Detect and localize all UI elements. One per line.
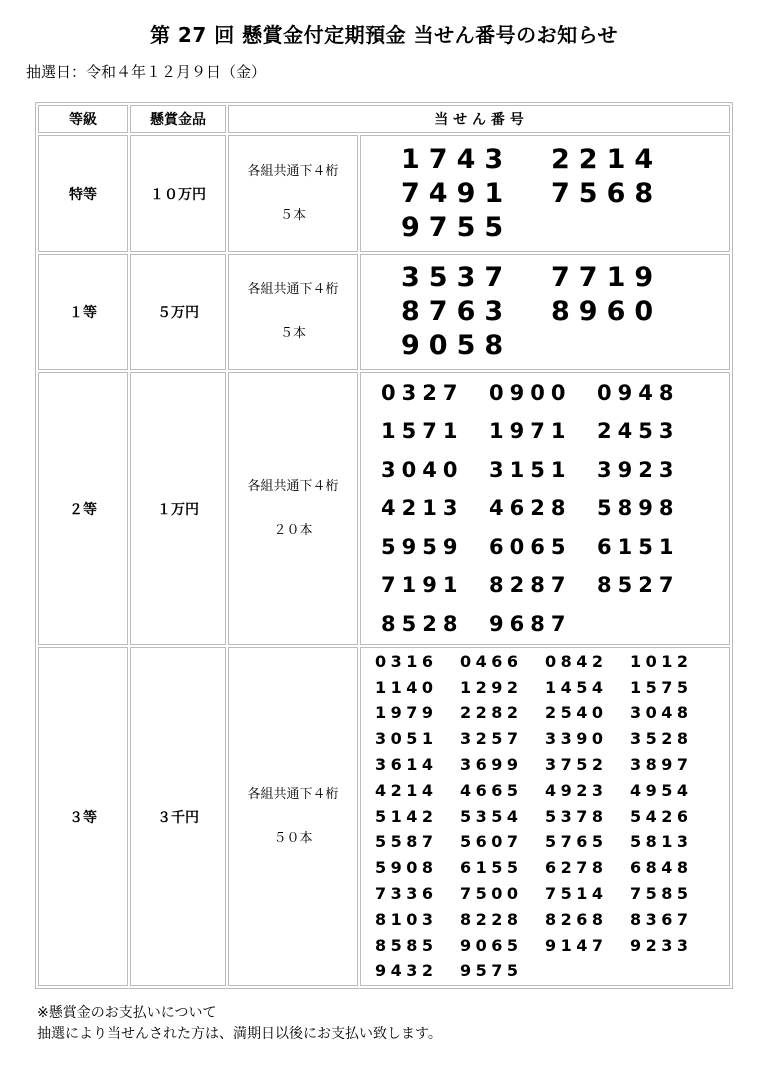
winning-number: 6151 [597, 534, 680, 559]
winning-number: 3151 [489, 457, 572, 482]
winning-number: 6155 [460, 858, 523, 878]
winning-number: 5378 [545, 806, 608, 826]
winning-number: 5587 [375, 832, 438, 852]
table-row [38, 254, 730, 370]
page-title: 第 27 回 懸賞金付定期預金 当せん番号のお知らせ [149, 23, 619, 47]
winning-number: 7191 [381, 573, 464, 598]
winning-number: 8228 [460, 909, 523, 929]
winning-numbers-table [35, 102, 733, 989]
count-text: ５本 [279, 326, 306, 341]
winning-number: 7336 [375, 883, 438, 903]
winning-number: 6278 [545, 858, 608, 878]
winning-number: 8367 [630, 909, 693, 929]
winning-number: 7585 [630, 883, 693, 903]
winning-number: 8528 [381, 611, 464, 636]
numbers-cell [360, 254, 730, 370]
winning-number: 1743 [401, 143, 513, 175]
winning-number: 9687 [489, 611, 572, 636]
winning-number: 3528 [630, 729, 693, 749]
winning-number: 9065 [460, 935, 523, 955]
table-header-row [38, 105, 730, 133]
winning-number: 6848 [630, 858, 693, 878]
winning-number: 5898 [597, 496, 680, 521]
count-text: ５本 [279, 207, 306, 223]
winning-number: 0948 [597, 380, 680, 405]
winning-number: 8960 [551, 296, 663, 327]
winning-number: 4665 [460, 780, 523, 800]
table-row [38, 647, 730, 986]
winning-number: 1571 [381, 419, 464, 444]
condition-text: 各組共通下４桁 [247, 478, 339, 494]
winning-number: 9755 [401, 211, 513, 243]
numbers-cell [360, 372, 730, 645]
winning-number: 5765 [545, 832, 608, 852]
numbers-cell [360, 135, 730, 252]
winning-number: 5607 [460, 832, 523, 852]
winning-number: 7500 [460, 883, 523, 903]
winning-number: 9058 [401, 330, 513, 361]
count-text: ２０本 [273, 522, 313, 538]
winning-number: 0842 [545, 651, 608, 671]
winning-number: 6065 [489, 534, 572, 559]
winning-number: 4954 [630, 780, 693, 800]
winning-number: 0900 [489, 380, 572, 405]
winning-number: 7491 [401, 177, 513, 209]
grade-cell: 特等 [38, 135, 128, 252]
winning-number: 3257 [460, 729, 523, 749]
condition-cell [228, 254, 358, 370]
winning-number: 3537 [401, 262, 513, 293]
winning-number: 7568 [551, 177, 663, 209]
grade-cell: １等 [38, 254, 128, 370]
winning-number: 9575 [460, 961, 523, 981]
note-text: 抽選により当せんされた方は、満期日以後にお支払い致します。 [37, 1026, 442, 1042]
winning-number: 8287 [489, 573, 572, 598]
winning-number: 9233 [630, 935, 693, 955]
prize-cell: ３千円 [130, 647, 226, 986]
prize-cell: ５万円 [130, 254, 226, 370]
winning-number: 2282 [460, 703, 523, 723]
numbers-cell [360, 647, 730, 986]
winning-number: 5908 [375, 858, 438, 878]
winning-number: 8585 [375, 935, 438, 955]
winning-number: 8268 [545, 909, 608, 929]
winning-number: 9432 [375, 961, 438, 981]
count-text: ５０本 [273, 830, 313, 846]
winning-number: 7719 [551, 262, 663, 293]
winning-number: 4628 [489, 496, 572, 521]
winning-number: 8527 [597, 573, 680, 598]
condition-cell [228, 372, 358, 645]
winning-number: 4214 [375, 780, 438, 800]
winning-number: 1292 [460, 677, 523, 697]
condition-text: 各組共通下４桁 [247, 163, 339, 179]
header-grade: 等級 [38, 105, 128, 133]
table-row [38, 372, 730, 645]
grade-cell: ３等 [38, 647, 128, 986]
winning-number: 1140 [375, 677, 438, 697]
winning-number: 5426 [630, 806, 693, 826]
winning-number: 8103 [375, 909, 438, 929]
header-numbers: 当 せ ん 番 号 [228, 105, 730, 133]
winning-number: 5813 [630, 832, 693, 852]
draw-date: 抽選日：令和４年１２月９日（金） [26, 63, 267, 81]
winning-number: 3048 [630, 703, 693, 723]
prize-cell: １０万円 [130, 135, 226, 252]
grade-cell: ２等 [38, 372, 128, 645]
winning-number: 1979 [375, 703, 438, 723]
winning-number: 3390 [545, 729, 608, 749]
prize-cell: １万円 [130, 372, 226, 645]
winning-number: 1012 [630, 651, 693, 671]
winning-number: 3614 [375, 755, 438, 774]
winning-number: 4213 [381, 496, 464, 521]
winning-number: 8763 [401, 296, 513, 327]
winning-number: 1454 [545, 677, 608, 697]
winning-number: 1971 [489, 419, 572, 444]
note-heading: ※懸賞金のお支払いについて [37, 1005, 217, 1021]
condition-cell [228, 647, 358, 986]
winning-number: 5959 [381, 534, 464, 559]
winning-number: 1575 [630, 677, 693, 697]
winning-number: 3897 [630, 755, 693, 774]
winning-number: 2214 [551, 143, 663, 175]
winning-number: 5354 [460, 806, 523, 826]
condition-text: 各組共通下４桁 [247, 786, 339, 802]
condition-cell [228, 135, 358, 252]
winning-number: 5142 [375, 806, 438, 826]
table-row [38, 135, 730, 252]
winning-number: 3923 [597, 457, 680, 482]
condition-text: 各組共通下４桁 [247, 282, 339, 297]
header-prize: 懸賞金品 [130, 105, 226, 133]
winning-number: 7514 [545, 883, 608, 903]
winning-number: 9147 [545, 935, 608, 955]
winning-number: 3040 [381, 457, 464, 482]
winning-number: 3051 [375, 729, 438, 749]
winning-number: 3752 [545, 755, 608, 774]
winning-number: 3699 [460, 755, 523, 774]
winning-number: 0327 [381, 380, 464, 405]
payment-note [37, 1003, 768, 1045]
winning-number: 4923 [545, 780, 608, 800]
winning-number: 2540 [545, 703, 608, 723]
winning-number: 0466 [460, 651, 523, 671]
winning-number: 0316 [375, 651, 438, 671]
winning-number: 2453 [597, 419, 680, 444]
